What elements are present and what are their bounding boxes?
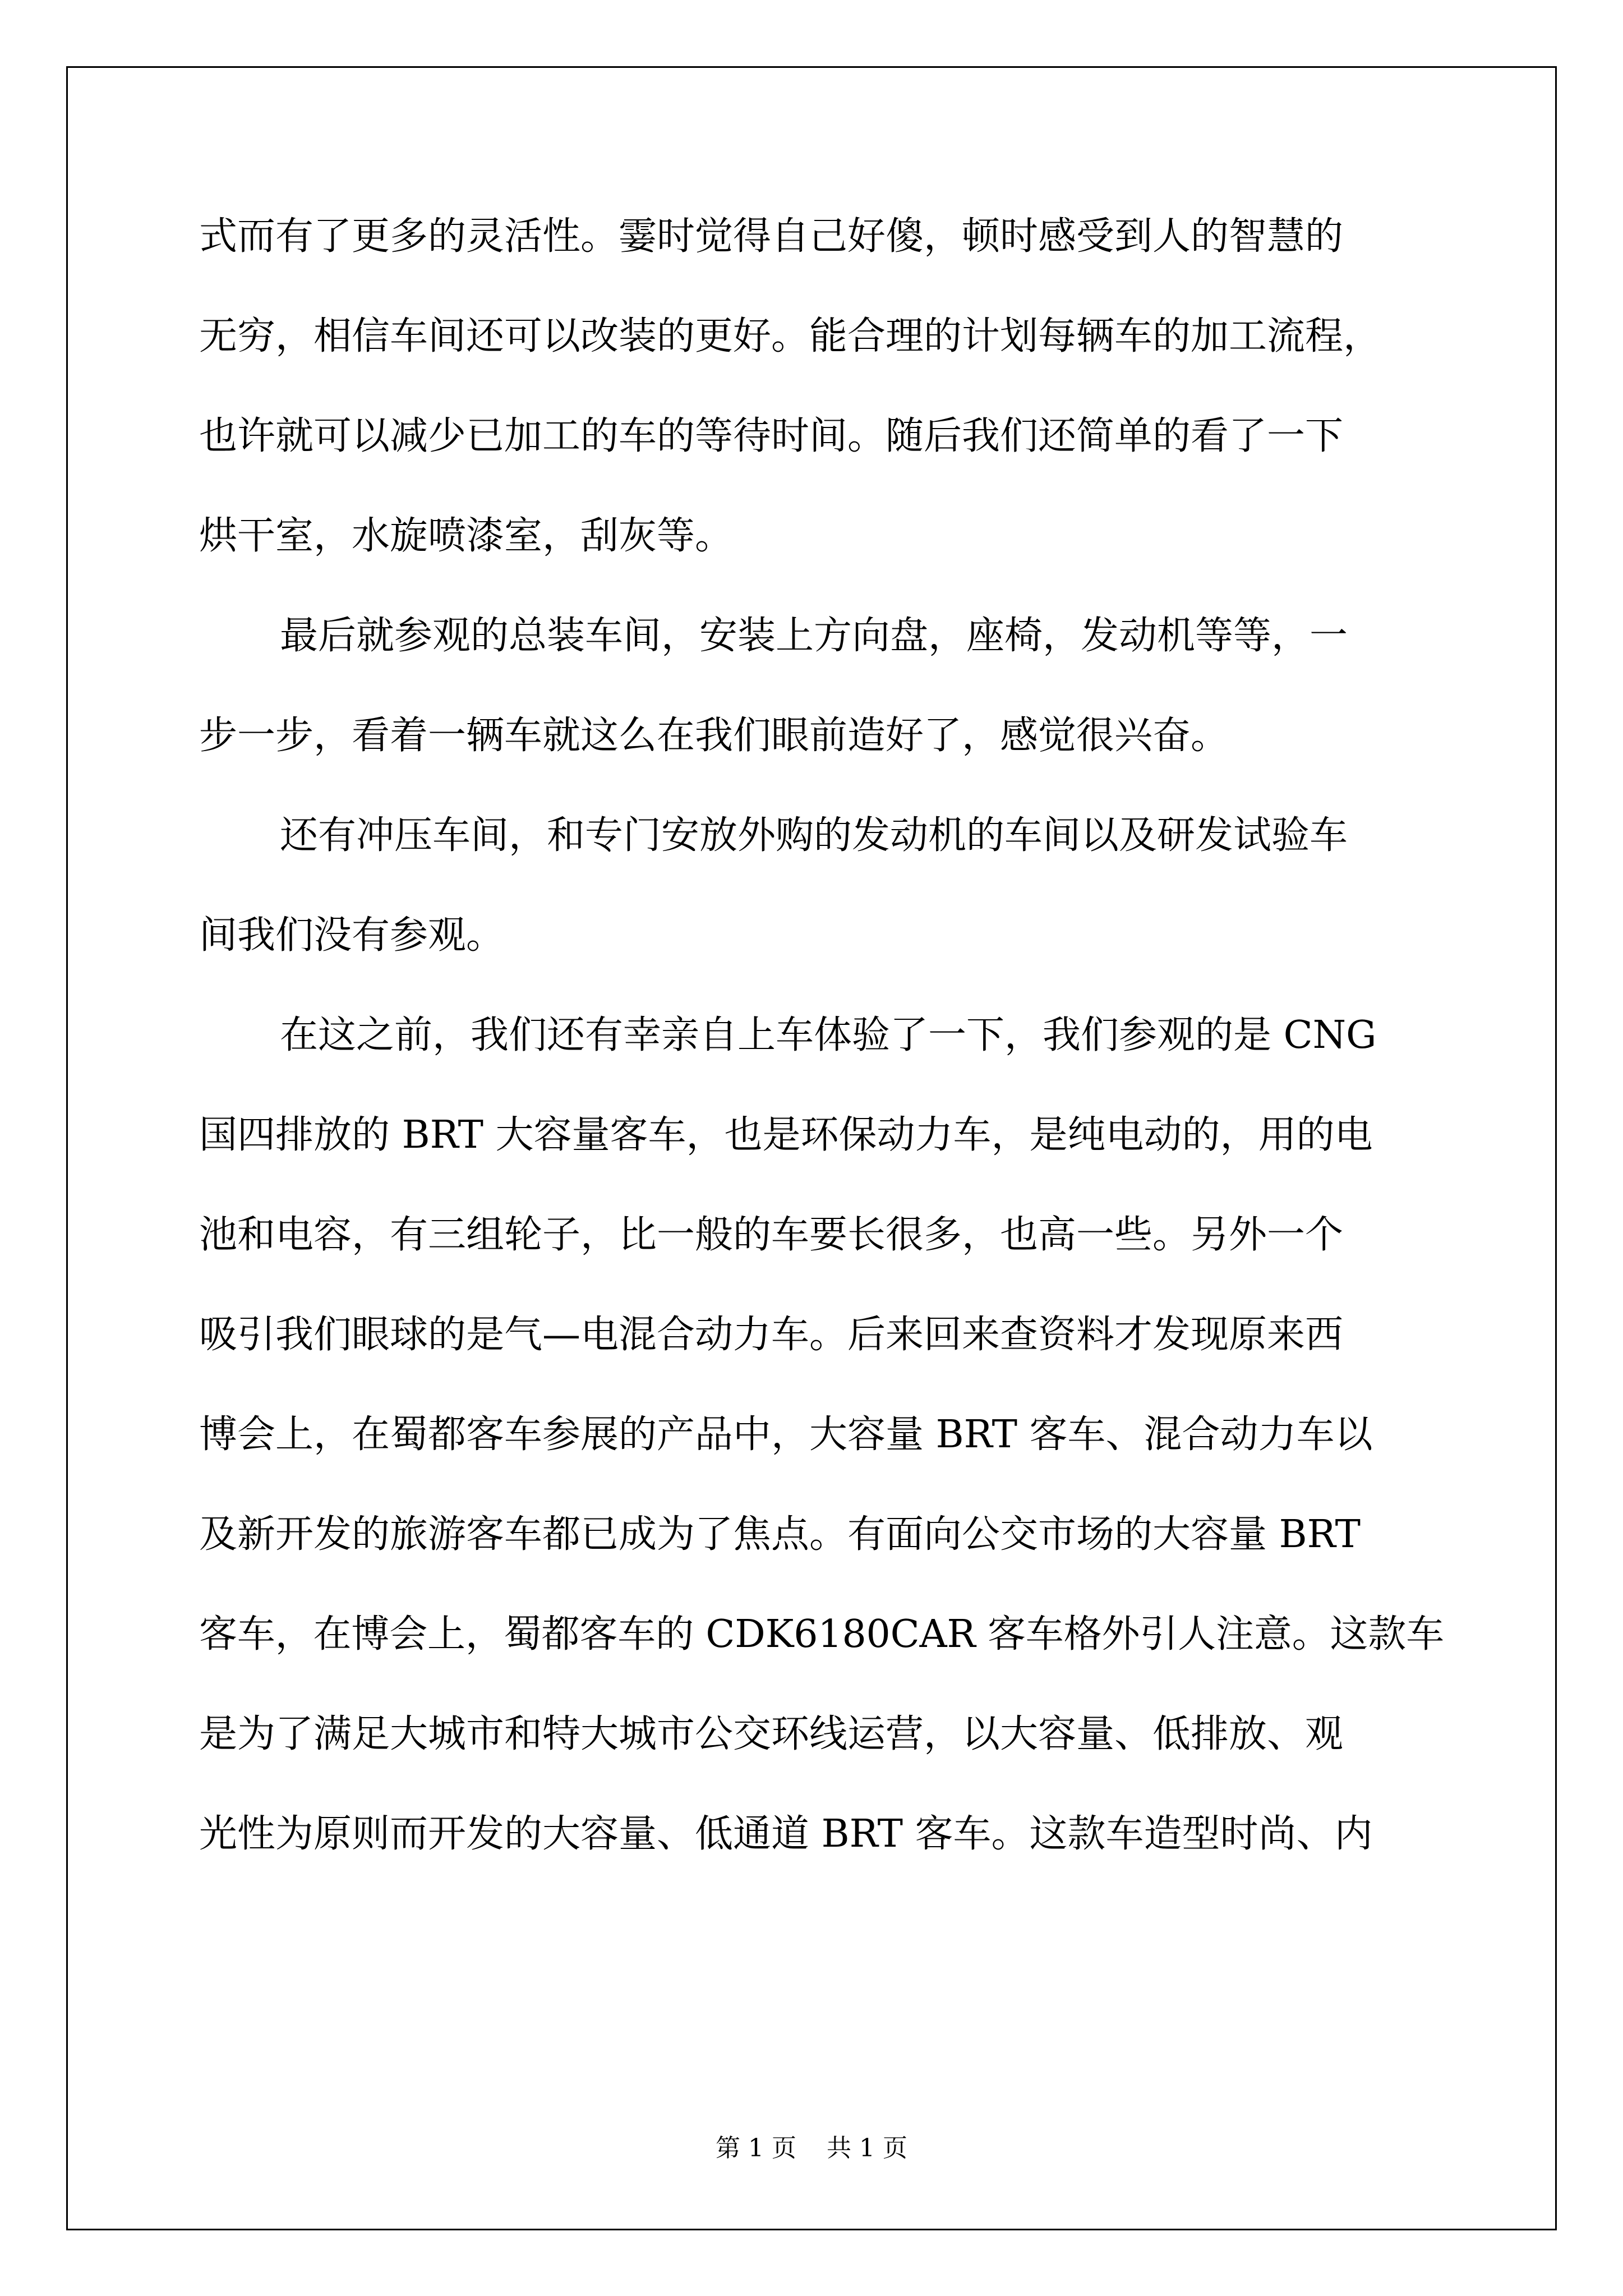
text-line: 国四排放的 BRT 大容量客车，也是环保动力车，是纯电动的，用的电 [199,1113,1373,1157]
text-line: 步一步，看着一辆车就这么在我们眼前造好了，感觉很兴奋。 [199,714,1229,758]
page-footer [0,2132,1623,2165]
text-line: 是为了满足大城市和特大城市公交环线运营，以大容量、低排放、观 [199,1712,1344,1756]
text-line: 及新开发的旅游客车都已成为了焦点。有面向公交市场的大容量 BRT [199,1512,1361,1557]
text-line: 博会上，在蜀都客车参展的产品中，大容量 BRT 客车、混合动力车以 [199,1412,1373,1457]
page-total-label: 共 1 页 [827,2134,907,2162]
text-line: 光性为原则而开发的大容量、低通道 BRT 客车。这款车造型时尚、内 [199,1812,1373,1856]
text-line: 吸引我们眼球的是气—电混合动力车。后来回来查资料才发现原来西 [199,1313,1344,1357]
text-line: 客车，在博会上，蜀都客车的 CDK6180CAR 客车格外引人注意。这款车 [199,1612,1445,1657]
text-line: 在这之前，我们还有幸亲自上车体验了一下，我们参观的是 CNG [280,1013,1377,1057]
document-body [199,209,1444,1906]
page-number-label: 第 1 页 [716,2134,796,2162]
text-line: 间我们没有参观。 [199,913,505,958]
text-line: 还有冲压车间，和专门安放外购的发动机的车间以及研发试验车 [280,813,1348,858]
text-line: 最后就参观的总装车间，安装上方向盘，座椅，发动机等等，一 [280,614,1348,658]
text-line: 池和电容，有三组轮子，比一般的车要长很多，也高一些。另外一个 [199,1213,1344,1257]
text-line: 式而有了更多的灵活性。霎时觉得自己好傻，顿时感受到人的智慧的 [199,214,1344,259]
text-line: 也许就可以减少已加工的车的等待时间。随后我们还简单的看了一下 [199,414,1344,458]
text-line: 无穷，相信车间还可以改装的更好。能合理的计划每辆车的加工流程， [199,314,1382,358]
text-line: 烘干室，水旋喷漆室，刮灰等。 [199,514,734,558]
